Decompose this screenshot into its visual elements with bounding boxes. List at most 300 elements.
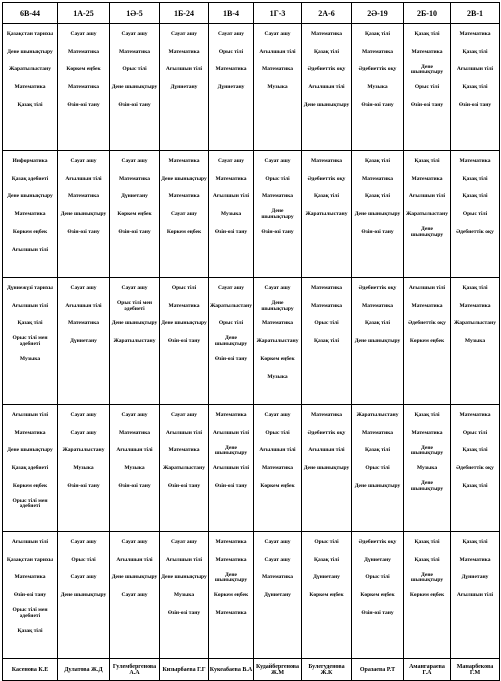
lesson-entry: Әдебиеттік оқу: [456, 228, 494, 235]
lesson-entry: [451, 623, 499, 641]
class-day-cell: [160, 24, 209, 151]
lesson-entry: Дене шынықтыру: [111, 320, 158, 327]
lesson-entry: Ағылшын тілі: [212, 429, 250, 436]
class-day-cell: [3, 151, 58, 278]
lesson-entry: Математика: [311, 157, 342, 164]
lesson-entry: Дене шынықтыру: [214, 571, 248, 584]
lesson-entry: [110, 623, 159, 641]
lesson-entry: Математика: [168, 193, 200, 200]
lesson-entry: [404, 623, 450, 641]
lesson-entry: Математика: [119, 429, 150, 436]
lesson-entry: [58, 369, 109, 387]
day-block: [3, 151, 500, 278]
lesson-entry: [302, 605, 351, 623]
lesson-entry: Өзін-өзі тану: [167, 338, 201, 345]
lesson-entry: [352, 259, 403, 277]
lesson-entry: Көркем еңбек: [309, 592, 344, 599]
lesson-entry: [209, 97, 253, 115]
day-block: [3, 532, 500, 659]
class-day-cell: [110, 151, 160, 278]
lesson-entry: [110, 496, 159, 514]
lesson-entry: Музыка: [19, 355, 41, 362]
class-header-cell: 1Г-3: [254, 3, 302, 24]
class-header-cell: 2В-1: [451, 3, 500, 24]
lesson-entry: Өзін-өзі тану: [214, 228, 248, 235]
lesson-entry: Математика: [14, 211, 46, 218]
teacher-name: Булегуденова Ж.К: [302, 659, 352, 681]
lesson-entry: [209, 242, 253, 260]
lesson-entry: Математика: [168, 48, 200, 55]
lesson-entry: [302, 369, 351, 387]
lesson-entry: [58, 259, 109, 277]
lesson-entry: [209, 369, 253, 387]
lesson-entry: [3, 369, 57, 387]
day-block: [3, 405, 500, 532]
lesson-entry: Ағылшын тілі: [65, 175, 102, 182]
lesson-entry: [302, 259, 351, 277]
lesson-entry: Қазақ тілі: [364, 30, 391, 37]
lesson-entry: Қазақ тілі: [364, 193, 391, 200]
lesson-entry: Көркем еңбек: [260, 355, 295, 362]
lesson-entry: Өзін-өзі тану: [118, 228, 151, 235]
lesson-entry: Ағылшын тілі: [116, 447, 153, 454]
lesson-entry: Музыка: [464, 338, 486, 345]
lesson-entry: Математика: [262, 465, 293, 472]
lesson-entry: Дене шынықтыру: [60, 211, 107, 218]
lesson-entry: Өзін-өзі тану: [67, 228, 100, 235]
lesson-entry: Сауат ашу: [70, 429, 97, 436]
class-header-cell: 2Б-10: [404, 3, 451, 24]
lesson-entry: Жаратылыстану: [305, 211, 348, 218]
class-header-cell: 1Б-24: [160, 3, 209, 24]
lesson-entry: Дене шынықтыру: [161, 574, 207, 581]
lesson-entry: [352, 496, 403, 514]
lesson-entry: Жаратылыстану: [163, 465, 205, 472]
class-day-cell: [58, 532, 110, 659]
lesson-entry: Орыс тілі: [365, 465, 390, 472]
lesson-entry: Қазақ тілі: [462, 447, 488, 454]
lesson-entry: [160, 132, 208, 150]
lesson-entry: [58, 605, 109, 623]
lesson-entry: [451, 369, 499, 387]
lesson-entry: [404, 369, 450, 387]
lesson-entry: Дене шынықтыру: [410, 444, 444, 457]
lesson-entry: [58, 115, 109, 133]
lesson-entry: Сауат ашу: [171, 411, 197, 418]
teacher-name: Оразаева Р.Т: [352, 659, 404, 681]
lesson-entry: Ағылшын тілі: [165, 556, 203, 563]
class-day-cell: [352, 532, 404, 659]
lesson-entry: Ағылшын тілі: [212, 465, 250, 472]
lesson-entry: Қазақ әдебиеті: [11, 465, 49, 472]
lesson-entry: [3, 259, 57, 277]
lesson-entry: [352, 369, 403, 387]
lesson-entry: Математика: [362, 48, 393, 55]
lesson-entry: [3, 513, 57, 531]
lesson-entry: Математика: [459, 556, 491, 563]
lesson-entry: Сауат ашу: [70, 157, 97, 164]
teacher-name: Кукеабаева В.А: [209, 659, 254, 681]
lesson-entry: [254, 496, 301, 514]
lesson-entry: [302, 351, 351, 369]
lesson-entry: Ағылшын тілі: [259, 447, 296, 454]
class-day-cell: [404, 532, 451, 659]
class-day-cell: [451, 278, 500, 405]
lesson-entry: Информатика: [12, 157, 48, 164]
lesson-entry: [58, 351, 109, 369]
class-day-cell: [209, 532, 254, 659]
lesson-entry: Қазақ тілі: [364, 447, 391, 454]
lesson-entry: [302, 224, 351, 242]
class-day-cell: [254, 405, 302, 532]
lesson-entry: Математика: [311, 284, 342, 291]
lesson-entry: [302, 242, 351, 260]
class-day-cell: [302, 24, 352, 151]
lesson-entry: Ағылшын тілі: [212, 193, 250, 200]
lesson-entry: [160, 369, 208, 387]
lesson-entry: Қазақ тілі: [313, 48, 340, 55]
lesson-entry: Өзін-өзі тану: [118, 101, 151, 108]
lesson-entry: Сауат ашу: [121, 284, 148, 291]
lesson-entry: Дене шынықтыру: [354, 482, 401, 489]
class-day-cell: [160, 532, 209, 659]
lesson-entry: [352, 623, 403, 641]
lesson-entry: Математика: [14, 84, 46, 91]
lesson-entry: [3, 115, 57, 133]
lesson-entry: Өзін-өзі тану: [361, 609, 394, 616]
lesson-entry: [160, 259, 208, 277]
lesson-entry: Сауат ашу: [70, 574, 97, 581]
lesson-entry: Дене шынықтыру: [214, 444, 248, 457]
lesson-entry: Қазақ тілі: [414, 30, 440, 37]
lesson-entry: Музыка: [416, 465, 438, 472]
lesson-entry: Дене шынықтыру: [161, 320, 207, 327]
lesson-entry: [209, 513, 253, 531]
lesson-entry: [254, 623, 301, 641]
lesson-entry: Жаратылыстану: [9, 66, 51, 73]
class-header-cell: 1Ә-5: [110, 3, 160, 24]
lesson-entry: Орыс тілі мен әдебиеті: [12, 335, 48, 348]
lesson-entry: Өзін-өзі тану: [361, 228, 394, 235]
class-day-cell: [302, 278, 352, 405]
lesson-entry: Сауат ашу: [121, 157, 148, 164]
lesson-entry: Орыс тілі: [314, 538, 339, 545]
lesson-entry: [160, 97, 208, 115]
lesson-entry: Әдебиеттік оқу: [408, 320, 446, 327]
lesson-entry: [160, 640, 208, 658]
lesson-entry: [110, 513, 159, 531]
lesson-entry: [302, 386, 351, 404]
lesson-entry: Математика: [168, 447, 200, 454]
lesson-entry: [110, 132, 159, 150]
lesson-entry: [352, 640, 403, 658]
lesson-entry: Ағылшын тілі: [11, 538, 49, 545]
day-block: [3, 24, 500, 151]
lesson-entry: [254, 242, 301, 260]
lesson-entry: Қазақ тілі: [364, 320, 391, 327]
schedule-table: [2, 2, 500, 681]
lesson-entry: Көркем еңбек: [260, 482, 295, 489]
lesson-entry: Математика: [168, 157, 200, 164]
lesson-entry: Өзін-өзі тану: [410, 101, 444, 108]
class-day-cell: [58, 151, 110, 278]
lesson-entry: [254, 115, 301, 133]
lesson-entry: Ағылшын тілі: [456, 592, 494, 599]
lesson-entry: Өзін-өзі тану: [118, 482, 151, 489]
lesson-entry: Математика: [459, 302, 491, 309]
lesson-entry: [302, 132, 351, 150]
lesson-entry: Орыс тілі мен әдебиеті: [116, 299, 153, 312]
lesson-entry: Математика: [215, 609, 247, 616]
lesson-entry: [209, 640, 253, 658]
lesson-entry: Жаратылыстану: [62, 447, 105, 454]
lesson-entry: [160, 496, 208, 514]
lesson-entry: Дене шынықтыру: [303, 101, 350, 108]
lesson-entry: Жаратылыстану: [454, 320, 496, 327]
class-day-cell: [3, 532, 58, 659]
lesson-entry: Көркем еңбек: [409, 338, 445, 345]
teacher-name: Манарбекова Г.М: [451, 659, 500, 681]
lesson-entry: [58, 513, 109, 531]
lesson-entry: Қазақ тілі: [462, 538, 488, 545]
lesson-entry: Жаратылыстану: [113, 338, 156, 345]
lesson-entry: Ағылшын тілі: [11, 302, 49, 309]
lesson-entry: [352, 351, 403, 369]
lesson-entry: Көркем еңбек: [360, 592, 395, 599]
lesson-entry: Өзін-өзі тану: [167, 482, 201, 489]
lesson-entry: Сауат ашу: [121, 538, 148, 545]
lesson-entry: Әдебиеттік оқу: [307, 429, 346, 436]
lesson-entry: [209, 623, 253, 641]
lesson-entry: Ағылшын тілі: [116, 556, 153, 563]
lesson-entry: Жаратылыстану: [256, 338, 299, 345]
lesson-entry: Сауат ашу: [218, 157, 244, 164]
lesson-entry: Музыка: [267, 84, 288, 91]
lesson-entry: Жаратылыстану: [356, 411, 399, 418]
lesson-entry: Математика: [459, 30, 491, 37]
lesson-entry: Өзін-өзі тану: [13, 592, 47, 599]
lesson-entry: [302, 623, 351, 641]
lesson-entry: Музыка: [173, 592, 195, 599]
class-day-cell: [451, 532, 500, 659]
class-day-cell: [451, 151, 500, 278]
lesson-entry: Математика: [68, 84, 99, 91]
lesson-entry: Математика: [119, 175, 150, 182]
lesson-entry: [58, 640, 109, 658]
class-day-cell: [209, 405, 254, 532]
teacher-name: Амангараева Г.А: [404, 659, 451, 681]
lesson-entry: [404, 605, 450, 623]
lesson-entry: [254, 605, 301, 623]
lesson-entry: Математика: [311, 30, 342, 37]
lesson-entry: Дене шынықтыру: [7, 48, 53, 55]
lesson-entry: Дене шынықтыру: [410, 571, 444, 584]
class-day-cell: [110, 24, 160, 151]
lesson-entry: Қазақ тілі: [414, 538, 440, 545]
class-day-cell: [254, 24, 302, 151]
teacher-name: Касенова К.Е: [3, 659, 58, 681]
lesson-entry: Математика: [459, 157, 491, 164]
class-header-cell: 2Ә-19: [352, 3, 404, 24]
class-day-cell: [160, 405, 209, 532]
class-day-cell: [302, 405, 352, 532]
lesson-entry: Сауат ашу: [264, 30, 291, 37]
lesson-entry: [451, 496, 499, 514]
lesson-entry: [3, 132, 57, 150]
lesson-entry: Өзін-өзі тану: [261, 228, 294, 235]
lesson-entry: Дене шынықтыру: [261, 208, 294, 221]
lesson-entry: [302, 496, 351, 514]
teacher-name: Кудайбергенова Ж.М: [254, 659, 302, 681]
class-day-cell: [352, 24, 404, 151]
lesson-entry: [110, 386, 159, 404]
lesson-entry: Орыс тілі: [122, 66, 147, 73]
lesson-entry: Дене шынықтыру: [111, 84, 158, 91]
lesson-entry: Орыс тілі: [314, 320, 339, 327]
lesson-entry: Дүниежүзі тарихы: [7, 284, 53, 291]
lesson-entry: Орыс тілі: [414, 84, 440, 91]
lesson-entry: Дене шынықтыру: [161, 175, 207, 182]
lesson-entry: [110, 640, 159, 658]
lesson-entry: Көркем еңбек: [213, 592, 249, 599]
lesson-entry: Музыка: [267, 373, 288, 380]
lesson-entry: [3, 386, 57, 404]
lesson-entry: [451, 640, 499, 658]
lesson-entry: Ағылшын тілі: [65, 302, 102, 309]
lesson-entry: [451, 513, 499, 531]
lesson-entry: Математика: [311, 411, 342, 418]
lesson-entry: Математика: [215, 66, 247, 73]
lesson-entry: Орыс тілі: [218, 320, 244, 327]
lesson-entry: Математика: [311, 302, 342, 309]
lesson-entry: Дене шынықтыру: [7, 447, 53, 454]
lesson-entry: [254, 97, 301, 115]
lesson-entry: [254, 132, 301, 150]
lesson-entry: Математика: [68, 193, 99, 200]
day-block: [3, 278, 500, 405]
lesson-entry: Сауат ашу: [70, 411, 97, 418]
lesson-entry: Дене шынықтыру: [214, 335, 248, 348]
lesson-entry: [254, 386, 301, 404]
lesson-entry: [110, 605, 159, 623]
lesson-entry: Әдебиеттік оқу: [307, 175, 346, 182]
lesson-entry: [404, 513, 450, 531]
lesson-entry: [209, 132, 253, 150]
lesson-entry: Дене шынықтыру: [354, 211, 401, 218]
lesson-entry: [209, 386, 253, 404]
lesson-entry: Сауат ашу: [218, 30, 244, 37]
lesson-entry: [451, 259, 499, 277]
lesson-entry: Ағылшын тілі: [408, 284, 446, 291]
lesson-entry: Музыка: [73, 465, 94, 472]
lesson-entry: Дүниетану: [364, 556, 391, 563]
lesson-entry: Дене шынықтыру: [354, 338, 401, 345]
class-day-cell: [58, 278, 110, 405]
lesson-entry: [404, 386, 450, 404]
lesson-entry: Жаратылыстану: [210, 302, 252, 309]
lesson-entry: Сауат ашу: [264, 556, 291, 563]
lesson-entry: Қазақ тілі: [462, 84, 488, 91]
lesson-entry: [209, 259, 253, 277]
lesson-entry: [58, 496, 109, 514]
lesson-entry: Көркем еңбек: [409, 592, 445, 599]
lesson-entry: Көркем еңбек: [12, 228, 48, 235]
lesson-entry: [352, 132, 403, 150]
lesson-entry: [254, 259, 301, 277]
class-day-cell: [3, 278, 58, 405]
lesson-entry: Дене шынықтыру: [303, 465, 350, 472]
lesson-entry: Өзін-өзі тану: [214, 482, 248, 489]
lesson-entry: [302, 115, 351, 133]
class-day-cell: [404, 151, 451, 278]
lesson-entry: Қазақ тілі: [414, 157, 440, 164]
lesson-entry: Математика: [215, 411, 247, 418]
lesson-entry: Математика: [215, 175, 247, 182]
lesson-entry: Математика: [68, 320, 99, 327]
lesson-entry: Өзін-өзі тану: [67, 482, 100, 489]
lesson-entry: Математика: [362, 429, 393, 436]
lesson-entry: [160, 115, 208, 133]
lesson-entry: [352, 386, 403, 404]
lesson-entry: Сауат ашу: [70, 30, 97, 37]
class-day-cell: [254, 532, 302, 659]
class-day-cell: [3, 405, 58, 532]
lesson-entry: Дене шынықтыру: [7, 193, 53, 200]
lesson-entry: Математика: [362, 302, 393, 309]
lesson-entry: [58, 386, 109, 404]
lesson-entry: [160, 242, 208, 260]
lesson-entry: Музыка: [367, 84, 388, 91]
lesson-entry: [3, 640, 57, 658]
lesson-entry: [451, 242, 499, 260]
lesson-entry: Қазақстан тарихы: [6, 556, 54, 563]
lesson-entry: Ағылшын тілі: [408, 193, 446, 200]
lesson-entry: [302, 513, 351, 531]
class-day-cell: [451, 405, 500, 532]
lesson-entry: Дүниетану: [170, 84, 198, 91]
lesson-entry: Дене шынықтыру: [410, 479, 444, 492]
lesson-entry: [209, 496, 253, 514]
lesson-entry: Жаратылыстану: [406, 211, 448, 218]
lesson-entry: Сауат ашу: [264, 411, 291, 418]
lesson-entry: Сауат ашу: [121, 30, 148, 37]
lesson-entry: Математика: [215, 538, 247, 545]
class-day-cell: [302, 532, 352, 659]
lesson-entry: Көркем еңбек: [117, 211, 152, 218]
lesson-entry: [160, 513, 208, 531]
teacher-name: Гулембергенова А.А: [110, 659, 160, 681]
class-day-cell: [254, 151, 302, 278]
lesson-entry: Музыка: [124, 465, 145, 472]
lesson-entry: [209, 115, 253, 133]
lesson-entry: [404, 115, 450, 133]
lesson-entry: Дүниетану: [121, 193, 148, 200]
lesson-entry: Математика: [14, 574, 46, 581]
lesson-entry: Ағылшын тілі: [259, 48, 296, 55]
lesson-entry: [254, 640, 301, 658]
lesson-entry: Математика: [262, 574, 293, 581]
lesson-entry: Орыс тілі: [462, 429, 488, 436]
class-day-cell: [110, 405, 160, 532]
lesson-entry: [404, 351, 450, 369]
lesson-entry: Қазақ тілі: [462, 193, 488, 200]
lesson-entry: Дене шынықтыру: [410, 225, 444, 238]
lesson-entry: Сауат ашу: [264, 157, 291, 164]
lesson-entry: Қазақ әдебиеті: [11, 175, 49, 182]
lesson-entry: Қазақ тілі: [17, 320, 43, 327]
class-day-cell: [160, 278, 209, 405]
lesson-entry: Көркем еңбек: [12, 482, 48, 489]
